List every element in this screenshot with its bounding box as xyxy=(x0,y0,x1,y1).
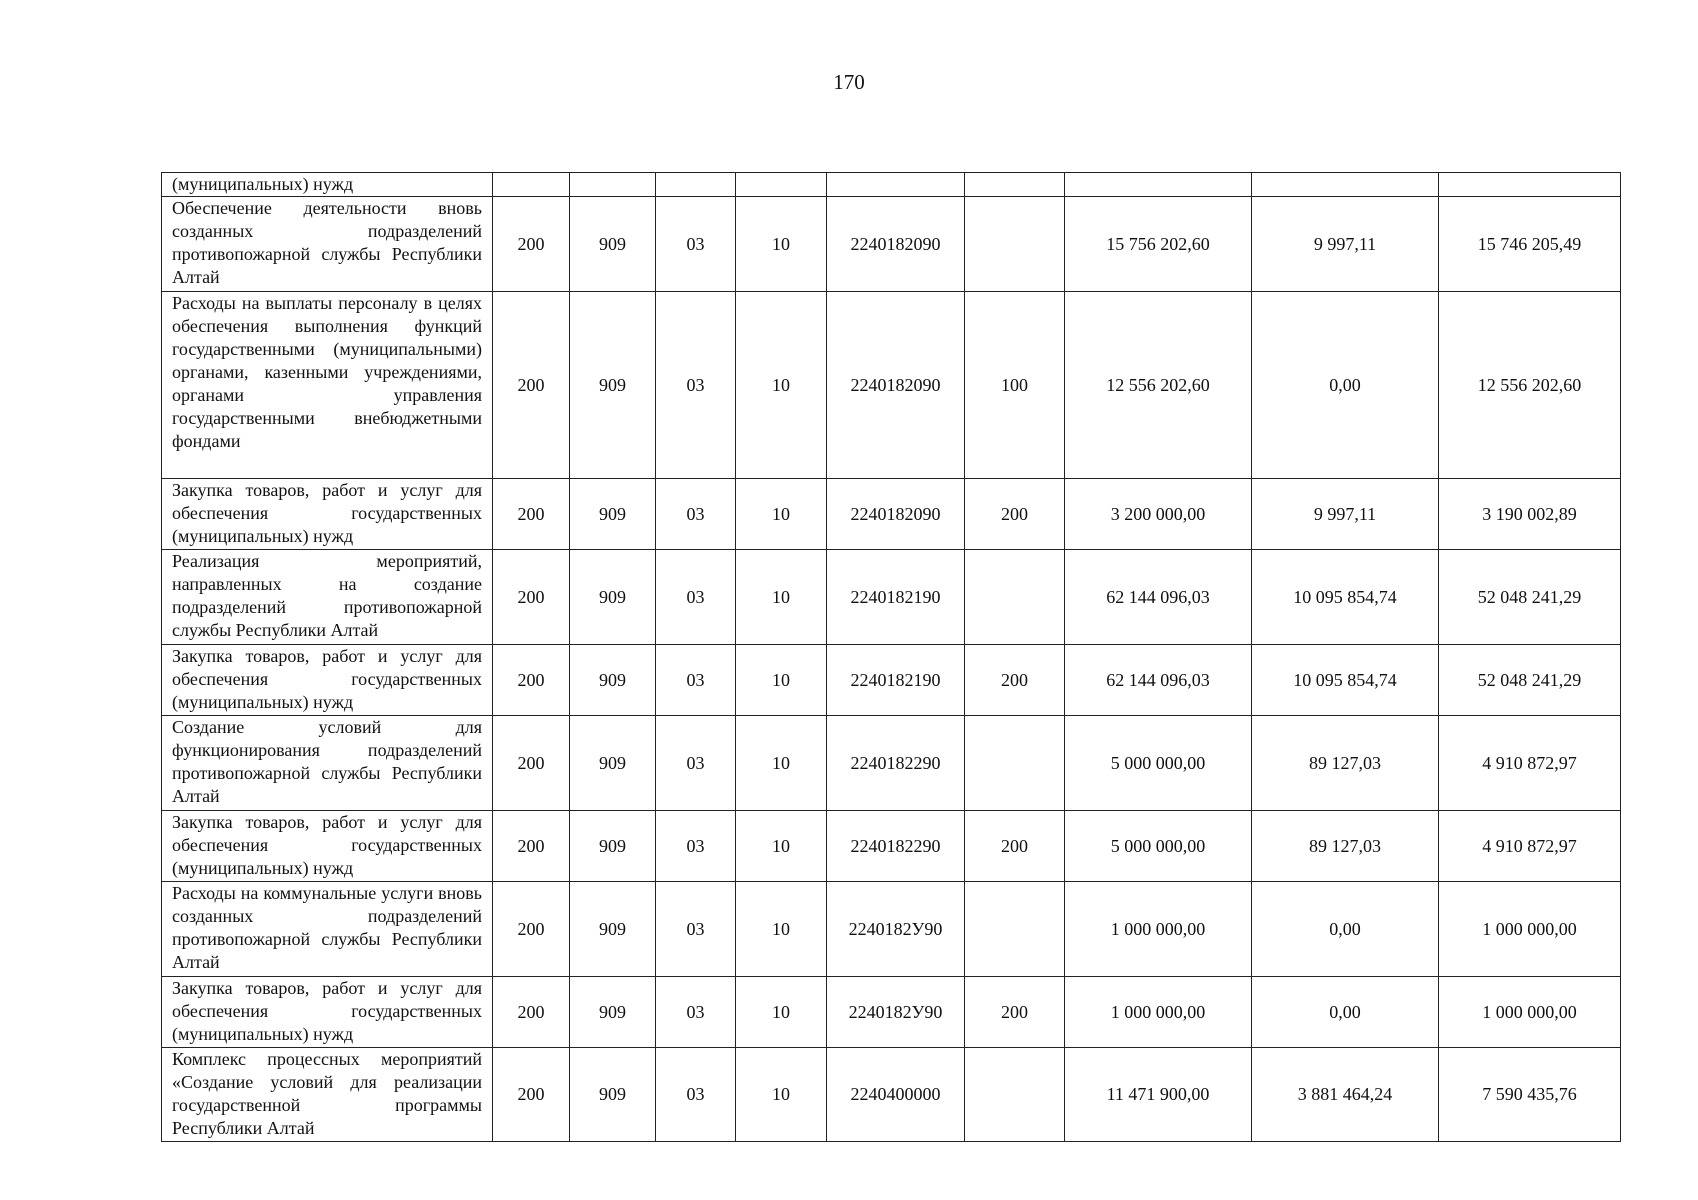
target-article-cell: 2240400000 xyxy=(827,1048,965,1142)
subsection-code-cell: 10 xyxy=(736,716,827,811)
table-row xyxy=(162,292,1621,479)
row-name-cell xyxy=(162,292,493,479)
ppp-code-cell: 200 xyxy=(493,292,570,479)
target-article-cell: 2240182090 xyxy=(827,292,965,479)
table-row xyxy=(162,479,1621,550)
change-amount-cell: 89 127,03 xyxy=(1252,811,1439,882)
change-amount-cell: 3 881 464,24 xyxy=(1252,1048,1439,1142)
ppp-code-cell: 200 xyxy=(493,716,570,811)
admin-code-cell: 909 xyxy=(570,550,656,645)
table-row xyxy=(162,811,1621,882)
ppp-code-cell: 200 xyxy=(493,811,570,882)
approved-amount-cell: 11 471 900,00 xyxy=(1065,1048,1252,1142)
final-amount-cell: 1 000 000,00 xyxy=(1439,977,1621,1048)
expense-type-cell xyxy=(965,197,1065,292)
table-row xyxy=(162,1048,1621,1142)
row-name-cell xyxy=(162,479,493,550)
final-amount-cell: 15 746 205,49 xyxy=(1439,197,1621,292)
row-name-text: Расходы на выплаты персоналу в целях обеспечения выполнения функций государственными (муниципальными) органами, казенными учреждениями, органами управления государственными внебюджетными фондами xyxy=(172,293,482,451)
expense-type-cell: 200 xyxy=(965,479,1065,550)
subsection-code-cell: 10 xyxy=(736,645,827,716)
change-amount-cell: 10 095 854,74 xyxy=(1252,550,1439,645)
row-name-cell xyxy=(162,811,493,882)
section-code-cell: 03 xyxy=(656,550,736,645)
row-name-text: Закупка товаров, работ и услуг для обеспечения государственных (муниципальных) нужд xyxy=(172,646,482,712)
section-code-cell: 03 xyxy=(656,645,736,716)
change-amount-cell: 89 127,03 xyxy=(1252,716,1439,811)
row-name-cell xyxy=(162,1048,493,1142)
budget-table xyxy=(161,172,1621,1142)
approved-amount-cell: 62 144 096,03 xyxy=(1065,550,1252,645)
change-amount-cell xyxy=(1252,173,1439,197)
final-amount-cell: 52 048 241,29 xyxy=(1439,550,1621,645)
subsection-code-cell: 10 xyxy=(736,550,827,645)
row-name-cell xyxy=(162,882,493,977)
table-row xyxy=(162,977,1621,1048)
ppp-code-cell xyxy=(493,173,570,197)
approved-amount-cell: 1 000 000,00 xyxy=(1065,882,1252,977)
row-name-text: Реализация мероприятий, направленных на создание подразделений противопожарной службы Республики Алтай xyxy=(172,551,482,640)
expense-type-cell xyxy=(965,550,1065,645)
ppp-code-cell: 200 xyxy=(493,882,570,977)
row-name-cell xyxy=(162,716,493,811)
expense-type-cell xyxy=(965,716,1065,811)
approved-amount-cell: 62 144 096,03 xyxy=(1065,645,1252,716)
row-name-text: Закупка товаров, работ и услуг для обеспечения государственных (муниципальных) нужд xyxy=(172,812,482,878)
subsection-code-cell: 10 xyxy=(736,197,827,292)
section-code-cell: 03 xyxy=(656,479,736,550)
target-article-cell: 2240182290 xyxy=(827,716,965,811)
subsection-code-cell: 10 xyxy=(736,479,827,550)
table-row xyxy=(162,716,1621,811)
ppp-code-cell: 200 xyxy=(493,197,570,292)
target-article-cell: 2240182190 xyxy=(827,645,965,716)
approved-amount-cell: 3 200 000,00 xyxy=(1065,479,1252,550)
row-name-cell xyxy=(162,550,493,645)
section-code-cell: 03 xyxy=(656,292,736,479)
target-article-cell: 2240182090 xyxy=(827,479,965,550)
approved-amount-cell: 5 000 000,00 xyxy=(1065,716,1252,811)
admin-code-cell: 909 xyxy=(570,882,656,977)
row-name-text: Закупка товаров, работ и услуг для обеспечения государственных (муниципальных) нужд xyxy=(172,480,482,546)
ppp-code-cell: 200 xyxy=(493,977,570,1048)
section-code-cell: 03 xyxy=(656,811,736,882)
target-article-cell: 2240182190 xyxy=(827,550,965,645)
section-code-cell: 03 xyxy=(656,882,736,977)
target-article-cell: 2240182290 xyxy=(827,811,965,882)
admin-code-cell xyxy=(570,173,656,197)
table-row xyxy=(162,197,1621,292)
final-amount-cell: 52 048 241,29 xyxy=(1439,645,1621,716)
ppp-code-cell: 200 xyxy=(493,1048,570,1142)
ppp-code-cell: 200 xyxy=(493,645,570,716)
final-amount-cell: 1 000 000,00 xyxy=(1439,882,1621,977)
approved-amount-cell: 5 000 000,00 xyxy=(1065,811,1252,882)
target-article-cell: 2240182У90 xyxy=(827,882,965,977)
subsection-code-cell: 10 xyxy=(736,882,827,977)
section-code-cell: 03 xyxy=(656,197,736,292)
approved-amount-cell: 1 000 000,00 xyxy=(1065,977,1252,1048)
final-amount-cell: 3 190 002,89 xyxy=(1439,479,1621,550)
row-name-text: Комплекс процессных мероприятий «Создание условий для реализации государственной программы Республики Алтай xyxy=(172,1049,482,1138)
row-name-cell xyxy=(162,197,493,292)
final-amount-cell xyxy=(1439,173,1621,197)
change-amount-cell: 0,00 xyxy=(1252,977,1439,1048)
row-name-text: Закупка товаров, работ и услуг для обеспечения государственных (муниципальных) нужд xyxy=(172,978,482,1044)
row-name-text: Расходы на коммунальные услуги вновь созданных подразделений противопожарной службы Республики Алтай xyxy=(172,883,482,972)
expense-type-cell: 200 xyxy=(965,811,1065,882)
subsection-code-cell: 10 xyxy=(736,1048,827,1142)
section-code-cell: 03 xyxy=(656,1048,736,1142)
expense-type-cell xyxy=(965,1048,1065,1142)
subsection-code-cell: 10 xyxy=(736,977,827,1048)
final-amount-cell: 4 910 872,97 xyxy=(1439,811,1621,882)
subsection-code-cell xyxy=(736,173,827,197)
approved-amount-cell: 15 756 202,60 xyxy=(1065,197,1252,292)
expense-type-cell: 100 xyxy=(965,292,1065,479)
change-amount-cell: 0,00 xyxy=(1252,882,1439,977)
section-code-cell: 03 xyxy=(656,977,736,1048)
admin-code-cell: 909 xyxy=(570,811,656,882)
subsection-code-cell: 10 xyxy=(736,292,827,479)
section-code-cell: 03 xyxy=(656,716,736,811)
final-amount-cell: 7 590 435,76 xyxy=(1439,1048,1621,1142)
row-name-cell xyxy=(162,173,493,197)
row-name-text: Обеспечение деятельности вновь созданных подразделений противопожарной службы Республики Алтай xyxy=(172,198,482,287)
approved-amount-cell: 12 556 202,60 xyxy=(1065,292,1252,479)
row-name-cell xyxy=(162,977,493,1048)
expense-type-cell: 200 xyxy=(965,977,1065,1048)
admin-code-cell: 909 xyxy=(570,1048,656,1142)
table-row xyxy=(162,173,1621,197)
admin-code-cell: 909 xyxy=(570,479,656,550)
target-article-cell xyxy=(827,173,965,197)
admin-code-cell: 909 xyxy=(570,197,656,292)
change-amount-cell: 9 997,11 xyxy=(1252,479,1439,550)
expense-type-cell xyxy=(965,173,1065,197)
expense-type-cell xyxy=(965,882,1065,977)
row-name-text: Создание условий для функционирования подразделений противопожарной службы Республики Алтай xyxy=(172,717,482,806)
table-row xyxy=(162,882,1621,977)
table-row xyxy=(162,550,1621,645)
row-name-text: (муниципальных) нужд xyxy=(172,174,354,194)
ppp-code-cell: 200 xyxy=(493,550,570,645)
subsection-code-cell: 10 xyxy=(736,811,827,882)
admin-code-cell: 909 xyxy=(570,716,656,811)
page-number: 170 xyxy=(833,70,865,94)
table-row xyxy=(162,645,1621,716)
final-amount-cell: 12 556 202,60 xyxy=(1439,292,1621,479)
target-article-cell: 2240182У90 xyxy=(827,977,965,1048)
target-article-cell: 2240182090 xyxy=(827,197,965,292)
row-name-cell xyxy=(162,645,493,716)
ppp-code-cell: 200 xyxy=(493,479,570,550)
final-amount-cell: 4 910 872,97 xyxy=(1439,716,1621,811)
change-amount-cell: 10 095 854,74 xyxy=(1252,645,1439,716)
approved-amount-cell xyxy=(1065,173,1252,197)
admin-code-cell: 909 xyxy=(570,645,656,716)
change-amount-cell: 0,00 xyxy=(1252,292,1439,479)
admin-code-cell: 909 xyxy=(570,977,656,1048)
section-code-cell xyxy=(656,173,736,197)
admin-code-cell: 909 xyxy=(570,292,656,479)
expense-type-cell: 200 xyxy=(965,645,1065,716)
change-amount-cell: 9 997,11 xyxy=(1252,197,1439,292)
